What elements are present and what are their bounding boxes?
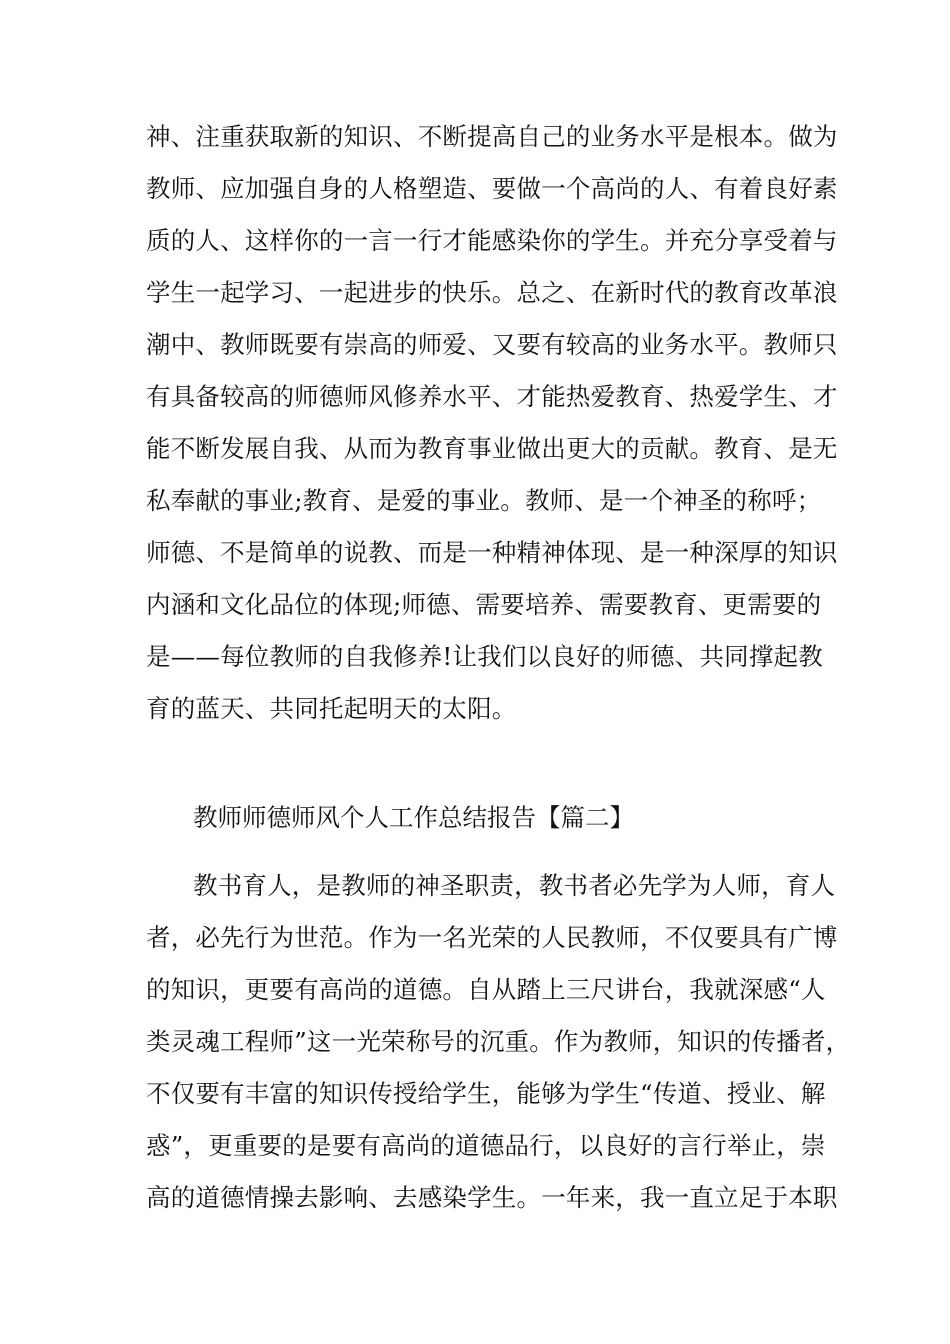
- text-line: 者，必先行为世范。作为一名光荣的人民教师，不仅要具有广博: [146, 923, 838, 952]
- text-line: 神、注重获取新的知识、不断提高自己的业务水平是根本。做为: [146, 122, 838, 151]
- text-line: 学生一起学习、一起进步的快乐。总之、在新时代的教育改革浪: [146, 278, 838, 307]
- text-line: 有具备较高的师德师风修养水平、才能热爱教育、热爱学生、才: [146, 382, 838, 411]
- text-line: 育的蓝天、共同托起明天的太阳。: [146, 694, 517, 723]
- section-heading: 教师师德师风个人工作总结报告【篇二】: [193, 803, 634, 832]
- body-paragraph-1: [146, 111, 838, 735]
- text-line: 潮中、教师既要有崇高的师爱、又要有较高的业务水平。教师只: [146, 330, 838, 359]
- text-line: 教师、应加强自身的人格塑造、要做一个高尚的人、有着良好素: [146, 174, 838, 203]
- text-line: 惑”，更重要的是要有高尚的道德品行，以良好的言行举止，崇: [146, 1131, 826, 1160]
- text-line: 教书育人，是教师的神圣职责，教书者必先学为人师，育人: [193, 871, 836, 900]
- text-line: 质的人、这样你的一言一行才能感染你的学生。并充分享受着与: [146, 226, 838, 255]
- text-line: 是——每位教师的自我修养!让我们以良好的师德、共同撑起教: [146, 642, 823, 671]
- text-line: 内涵和文化品位的体现;师德、需要培养、需要教育、更需要的: [146, 590, 822, 619]
- text-line: 能不断发展自我、从而为教育事业做出更大的贡献。教育、是无: [146, 434, 838, 463]
- text-line: 类灵魂工程师”这一光荣称号的沉重。作为教师，知识的传播者，: [146, 1027, 851, 1056]
- body-paragraph-2: [146, 860, 851, 1224]
- text-line: 私奉献的事业;教育、是爱的事业。教师、是一个神圣的称呼；: [146, 486, 822, 515]
- text-line: 不仅要有丰富的知识传授给学生，能够为学生“传道、授业、解: [146, 1079, 826, 1108]
- text-line: 高的道德情操去影响、去感染学生。一年来，我一直立足于本职: [146, 1183, 838, 1212]
- text-line: 师德、不是简单的说教、而是一种精神体现、是一种深厚的知识: [146, 538, 838, 567]
- text-line: 的知识，更要有高尚的道德。自从踏上三尺讲台，我就深感“人: [146, 975, 826, 1004]
